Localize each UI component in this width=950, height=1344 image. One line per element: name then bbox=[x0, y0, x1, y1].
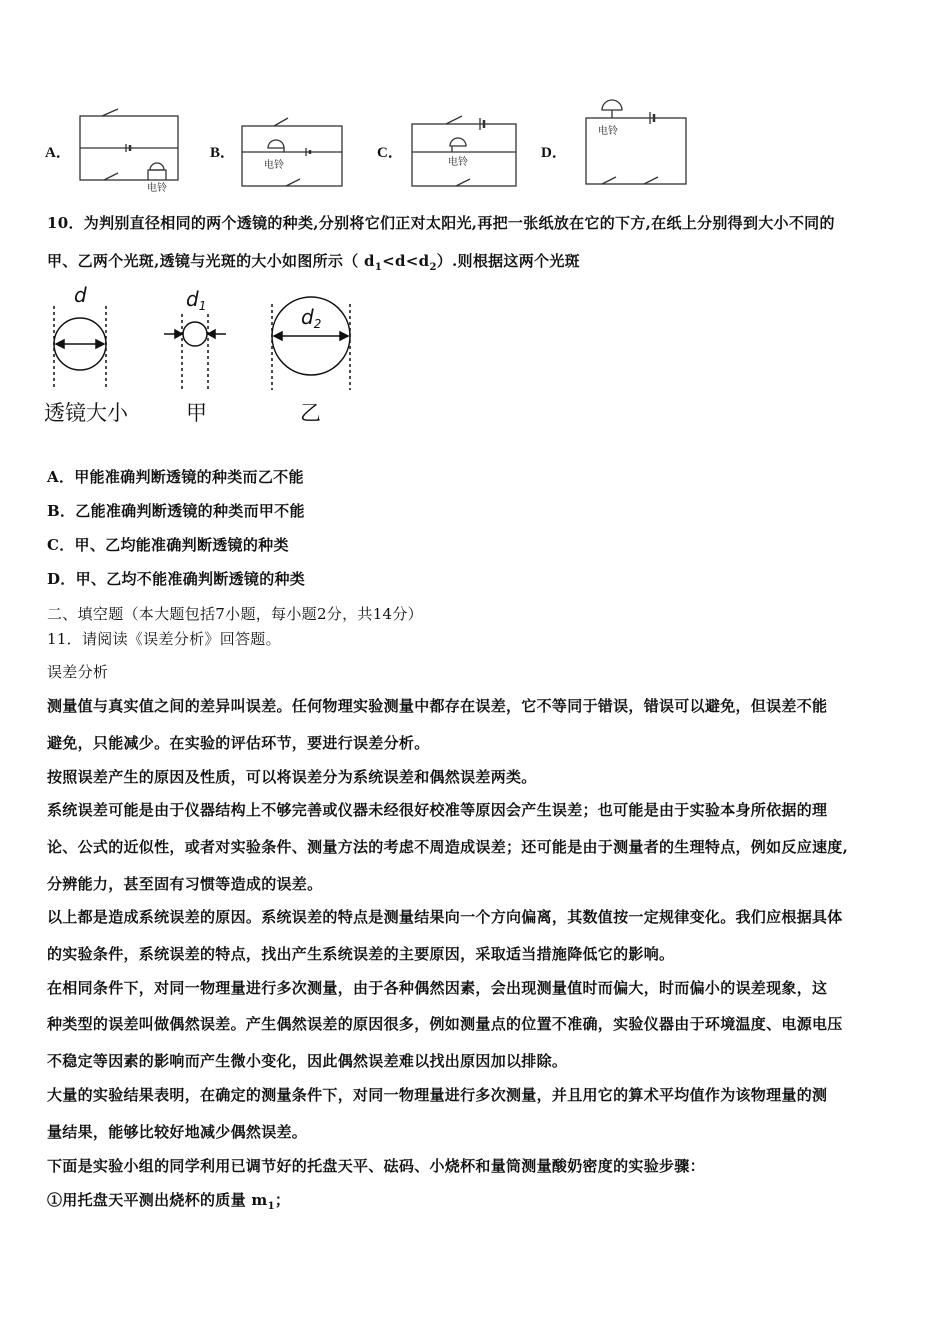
bell-label-c: 电铃 bbox=[448, 157, 468, 168]
q11-step-1: ①用托盘天平测出烧杯的质量 $m_1$； bbox=[47, 1191, 291, 1212]
bell-label-d: 电铃 bbox=[598, 126, 618, 137]
q10-option-a: A．甲能准确判断透镜的种类而乙不能 bbox=[47, 468, 304, 486]
circuit-b-frame bbox=[242, 126, 342, 186]
caption-lens-size: 透镜大小 bbox=[44, 401, 128, 425]
bell-icon bbox=[148, 170, 166, 180]
q10-option-b: B．乙能准确判断透镜的种类而甲不能 bbox=[47, 502, 305, 520]
option-c-label: C． bbox=[377, 145, 403, 161]
caption-jia: 甲 bbox=[186, 401, 207, 425]
q10-option-d: D．甲、乙均不能准确判断透镜的种类 bbox=[47, 570, 306, 588]
label-d2: $d_2$ bbox=[301, 305, 322, 331]
q11-line-9: 在相同条件下，对同一物理量进行多次测量，由于各种偶然因素，会出现测量值时而偏大，时而偏小的误差现象，这 bbox=[47, 979, 828, 997]
q11-line-4: 系统误差可能是由于仪器结构上不够完善或仪器未经很好校准等原因会产生误差；也可能是由于实验本身所依据的理 bbox=[47, 801, 828, 819]
option-a-label: A． bbox=[45, 145, 71, 161]
bell-icon bbox=[602, 100, 622, 110]
bell-label-b: 电铃 bbox=[264, 160, 284, 171]
q11-line-6: 分辨能力，甚至固有习惯等造成的误差。 bbox=[47, 875, 323, 893]
circuit-diagram-b bbox=[238, 110, 350, 192]
label-d1: $d_1$ bbox=[186, 287, 207, 313]
label-d: d bbox=[74, 284, 87, 307]
q11-line-12: 大量的实验结果表明，在确定的测量条件下，对同一物理量进行多次测量，并且用它的算术平均值作为该物理量的测 bbox=[47, 1086, 828, 1104]
q11-line-1: 测量值与真实值之间的差异叫误差。任何物理实验测量中都存在误差，它不等同于错误，错误可以避免，但误差不能 bbox=[47, 697, 828, 715]
option-b-label: B． bbox=[210, 145, 236, 161]
q11-stem: 11．请阅读《误差分析》回答题。 bbox=[47, 630, 281, 648]
q11-line-13: 量结果，能够比较好地减少偶然误差。 bbox=[47, 1123, 308, 1141]
section2-title: 二、填空题（本大题包括7小题，每小题2分，共14分） bbox=[47, 605, 423, 623]
bell-icon bbox=[268, 140, 284, 148]
circuit-diagram-c bbox=[406, 110, 524, 192]
q10-stem-line2: 甲、乙两个光斑,透镜与光斑的大小如图所示（ $d_1<d<d_2$）.则根据这两个光斑 bbox=[47, 252, 580, 273]
q11-line-10: 种类型的误差叫做偶然误差。产生偶然误差的原因很多，例如测量点的位置不准确，实验仪器由于环境温度、电源电压 bbox=[47, 1015, 843, 1033]
q11-line-11: 不稳定等因素的影响而产生微小变化，因此偶然误差难以找出原因加以排除。 bbox=[47, 1052, 568, 1070]
bell-icon bbox=[450, 138, 466, 146]
circuit-a-switch-top bbox=[102, 109, 118, 116]
q11-line-2: 避免，只能减少。在实验的评估环节，要进行误差分析。 bbox=[47, 734, 430, 752]
q11-line-5: 论、公式的近似性，或者对实验条件、测量方法的考虑不周造成误差；还可能是由于测量者的生理特点，例如反应速度, bbox=[47, 838, 849, 856]
circuit-a-switch-bottom bbox=[104, 173, 118, 180]
bell-label-a: 电铃 bbox=[147, 183, 167, 192]
circuit-diagram-a bbox=[74, 100, 184, 192]
q11-line-7: 以上都是造成系统误差的原因。系统误差的特点是测量结果向一个方向偏离，其数值按一定规律变化。我们应根据具体 bbox=[47, 908, 843, 926]
caption-yi: 乙 bbox=[300, 401, 321, 425]
spot-jia-circle bbox=[183, 322, 207, 346]
circuit-c-frame bbox=[412, 124, 516, 186]
q10-option-c: C．甲、乙均能准确判断透镜的种类 bbox=[47, 536, 289, 554]
q11-article-title: 误差分析 bbox=[47, 663, 109, 681]
circuit-diagram-d bbox=[574, 96, 694, 190]
q11-line-3: 按照误差产生的原因及性质，可以将误差分为系统误差和偶然误差两类。 bbox=[47, 768, 537, 786]
q11-line-8: 的实验条件，系统误差的特点，找出产生系统误差的主要原因，采取适当措施降低它的影响。 bbox=[47, 945, 675, 963]
option-d-label: D． bbox=[541, 145, 567, 161]
q11-line-14: 下面是实验小组的同学利用已调节好的托盘天平、砝码、小烧杯和量筒测量酸奶密度的实验步骤： bbox=[47, 1157, 705, 1175]
q10-stem-line1: 10．为判别直径相同的两个透镜的种类,分别将它们正对太阳光,再把一张纸放在它的下方,在纸上分别得到大小不同的 bbox=[47, 214, 835, 232]
